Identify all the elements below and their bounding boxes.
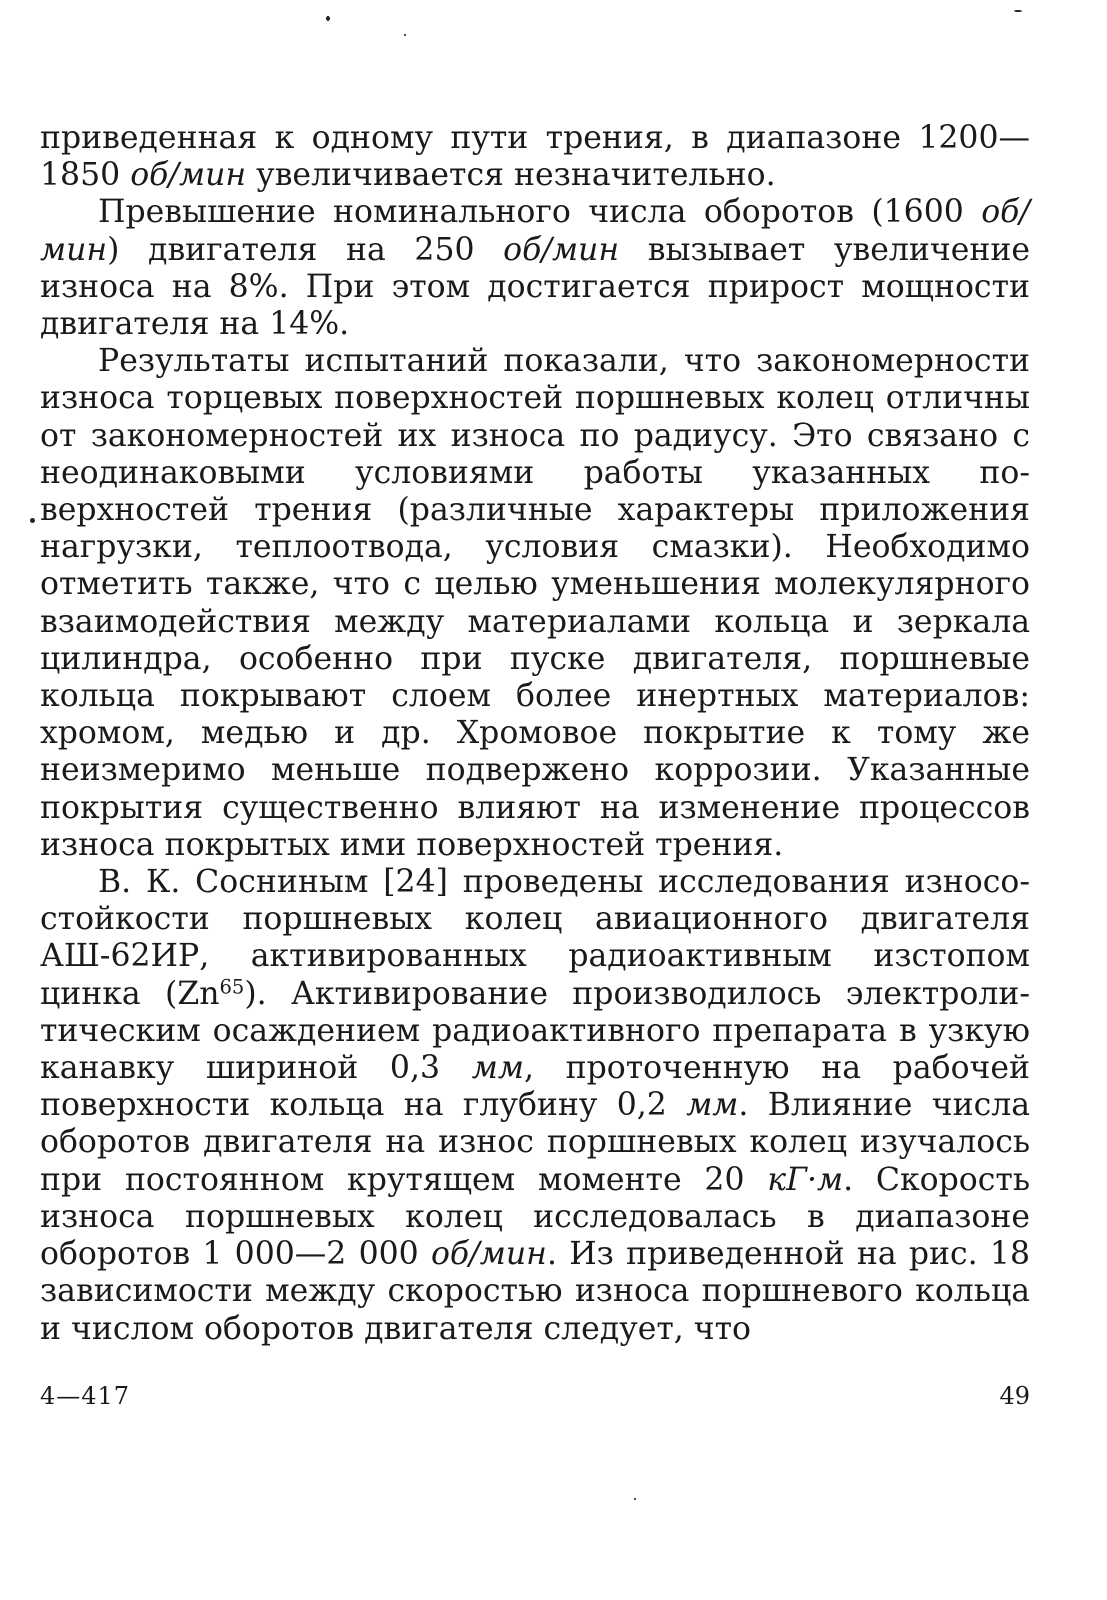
paragraph-1 [40,120,1030,194]
text-run: вызывает увеличение износа на 8%. При этом достигается прирост мощности двигателя на 14%. [40,231,1030,343]
paragraph-4 [40,864,1030,1348]
scan-speck [326,16,330,21]
text-run: . Влияние числа оборотов двигателя на износ поршневых колец изучалось при постоянном крутящем моменте 20 [40,1087,1031,1198]
text-run: , проточенную на рабочей поверхности кольца на глубину 0,2 [40,1050,1030,1124]
text-run: увеличивается незначительно. [246,157,776,194]
text-run: . Скорость износа поршневых колец исследовалась в диапазоне оборотов 1 000—2 000 [40,1161,1030,1273]
italic-unit: об/мин [430,1236,547,1273]
italic-unit: кГ·м [767,1161,844,1198]
printer-signature-mark: 4—417 [40,1382,131,1410]
italic-unit: об/мин [130,157,247,194]
italic-unit: об/мин [40,194,1030,268]
scan-speck [634,1498,636,1500]
text-run: Превышение номинального числа оборотов (1600 [98,194,982,231]
scan-speck [404,34,406,36]
italic-unit: об/мин [503,231,620,268]
scan-speck [30,518,35,523]
text-run: ). Активирование производилось электролитическим осаждением радиоактивного препарата в узкую канавку шириной 0,3 [40,975,1030,1087]
superscript: 65 [219,974,245,998]
paragraph-3 [40,343,1030,864]
italic-unit: мм [471,1050,524,1087]
body-text [40,120,1030,1348]
paragraph-2 [40,194,1030,343]
text-run: ) двигателя на 250 [107,231,504,268]
text-run: Результаты испытаний показали, что закономерности износа торцевых поверхностей поршневых колец отличны от закономерностей их износа по радиусу. Это связано с неодинаковыми условиями работы указанных поверхностей трения (различные характеры приложения нагрузки, теплоотвода, условия смазки). Необходимо отметить также, что с целью уменьшения молекулярного взаимодействия между материалами кольца и зеркала цилиндра, особенно при пуске двигателя, поршневые кольца покрывают слоем более инертных материалов: хромом, медью и др. Хромовое покрытие к тому же неизмеримо меньше подвержено коррозии. Указанные покрытия существенно влияют на изменение процессов износа покрытых ими поверхностей трения. [40,343,1030,863]
scan-speck [1014,10,1022,12]
text-run: В. К. Сосниным [24] проведены исследования износостойкости поршневых колец авиационного двигателя АШ-62ИР, активированных радиоактивным изстопом цинка (Zn [40,864,1030,1012]
page-number: 49 [999,1382,1030,1410]
text-run: . Из приведенной на рис. 18 зависимости между скоростью износа поршневого кольца и числом оборотов двигателя следует, что [40,1236,1031,1347]
italic-unit: мм [686,1087,739,1124]
text-run: приведенная к одному пути трения, в диапазоне 1200—1850 [40,120,1030,194]
